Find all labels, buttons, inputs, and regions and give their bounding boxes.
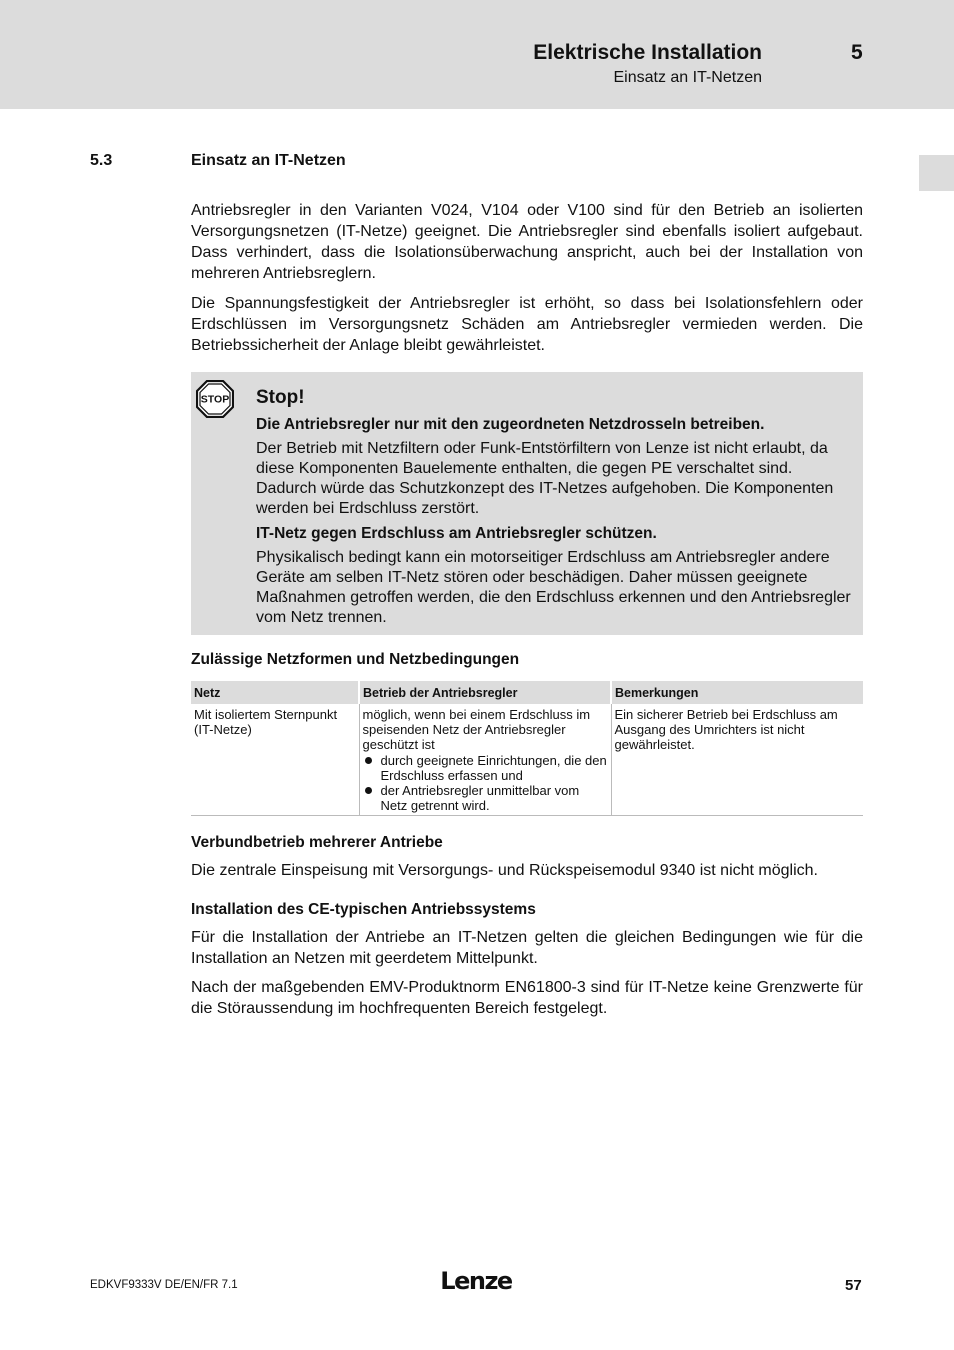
- ce-text-block-1: [191, 927, 863, 969]
- list-item: durch geeignete Einrichtungen, die den Erdschluss erfassen und: [363, 753, 608, 783]
- lenze-logo: [438, 1268, 514, 1294]
- stop-content: [256, 387, 856, 633]
- stop-text-1: Der Betrieb mit Netzfiltern oder Funk-Entstörfiltern von Lenze ist nicht erlaubt, da diese Komponenten Bauelemente enthalten, die gegen PE verschaltet sind. Dadurch würde das Schutzkonzept des IT-Netzes aufgehoben. Die Komponenten werden bei Erdschluss zerstört.: [256, 440, 834, 517]
- footer-document-id: EDKVF9333V DE/EN/FR 7.1: [90, 1279, 238, 1291]
- list-item: der Antriebsregler unmittelbar vom Netz getrennt wird.: [363, 783, 608, 813]
- section-title: Einsatz an IT-Netzen: [191, 152, 346, 169]
- intro-paragraph-1: Antriebsregler in den Varianten V024, V104 oder V100 sind für den Betrieb an isolierten Versorgungsnetzen (IT-Netze) geeignet. Die Antriebsregler sind ebenfalls isoliert aufgebaut. Dass verhindert, dass die Isolationsüberwachung anspricht, auch bei der Installation von mehreren Antriebsreglern.: [191, 202, 863, 282]
- stop-sign-icon: [196, 380, 234, 418]
- cell-betrieb: [359, 704, 611, 816]
- intro-paragraph-2: Die Spannungsfestigkeit der Antriebsregler ist erhöht, so dass bei Isolationsfehlern oder Erdschlüssen im Versorgungsnetz Schäden am Antriebsregler vermieden werden. Die Betriebssicherheit der Anlage bleibt gewährleistet.: [191, 295, 863, 354]
- table-heading: Zulässige Netzformen und Netzbedingungen: [191, 651, 520, 668]
- verbund-text-block: [191, 860, 863, 881]
- intro-text: [191, 200, 863, 284]
- page-number: 57: [845, 1277, 862, 1294]
- ce-heading: Installation des CE-typischen Antriebssystems: [191, 901, 536, 918]
- stop-warning-2: IT-Netz gegen Erdschluss am Antriebsregler schützen.: [256, 525, 657, 542]
- table-header-row: [191, 681, 863, 704]
- cell-netz: Mit isoliertem Sternpunkt (IT-Netze): [191, 704, 359, 816]
- cell-betrieb-intro: möglich, wenn bei einem Erdschluss im speisenden Netz der Antriebsregler geschützt ist: [362, 707, 591, 752]
- cell-bemerkungen: Ein sicherer Betrieb bei Erdschluss am Ausgang des Umrichters ist nicht gewährleistet.: [611, 704, 863, 816]
- chapter-title: Elektrische Installation: [533, 41, 762, 64]
- ce-paragraph-2: Nach der maßgebenden EMV-Produktnorm EN61800-3 sind für IT-Netze keine Grenzwerte für die Störaussendung im hochfrequenten Bereich festgelegt.: [191, 979, 863, 1017]
- betrieb-bullet-list: [363, 753, 608, 813]
- stop-notice: [191, 372, 863, 635]
- network-types-table: [191, 681, 863, 816]
- column-header-bemerkungen: Bemerkungen: [611, 681, 863, 704]
- stop-text-2: Physikalisch bedingt kann ein motorseitiger Erdschluss am Antriebsregler andere Geräte am selben IT-Netz stören oder beschädigen. Daher müssen geeignete Maßnahmen getroffen werden, die den Erdschluss erkennen und den Antriebsregler vom Netz trennen.: [256, 549, 851, 626]
- stop-sign-label: STOP: [200, 393, 230, 406]
- verbund-heading: Verbundbetrieb mehrerer Antriebe: [191, 834, 443, 851]
- table-row: [191, 704, 863, 816]
- lenze-logo-text: Lenze: [440, 1268, 512, 1294]
- section-number: 5.3: [90, 152, 113, 169]
- chapter-side-tab: [919, 155, 954, 191]
- header-band: [0, 0, 954, 109]
- column-header-betrieb: Betrieb der Antriebsregler: [359, 681, 611, 704]
- stop-warning-1: Die Antriebsregler nur mit den zugeordneten Netzdrosseln betreiben.: [256, 416, 765, 433]
- chapter-subtitle: Einsatz an IT-Netzen: [613, 69, 762, 86]
- intro-text-2: [191, 293, 863, 356]
- ce-text-block-2: [191, 977, 863, 1019]
- chapter-number: 5: [851, 41, 863, 64]
- ce-paragraph-1: Für die Installation der Antriebe an IT-Netzen gelten die gleichen Bedingungen wie für die Installation an Netzen mit geerdetem Mittelpunkt.: [191, 929, 863, 967]
- column-header-netz: Netz: [191, 681, 359, 704]
- verbund-text: Die zentrale Einspeisung mit Versorgungs- und Rückspeisemodul 9340 ist nicht möglich.: [191, 862, 818, 879]
- stop-heading: Stop!: [256, 387, 305, 408]
